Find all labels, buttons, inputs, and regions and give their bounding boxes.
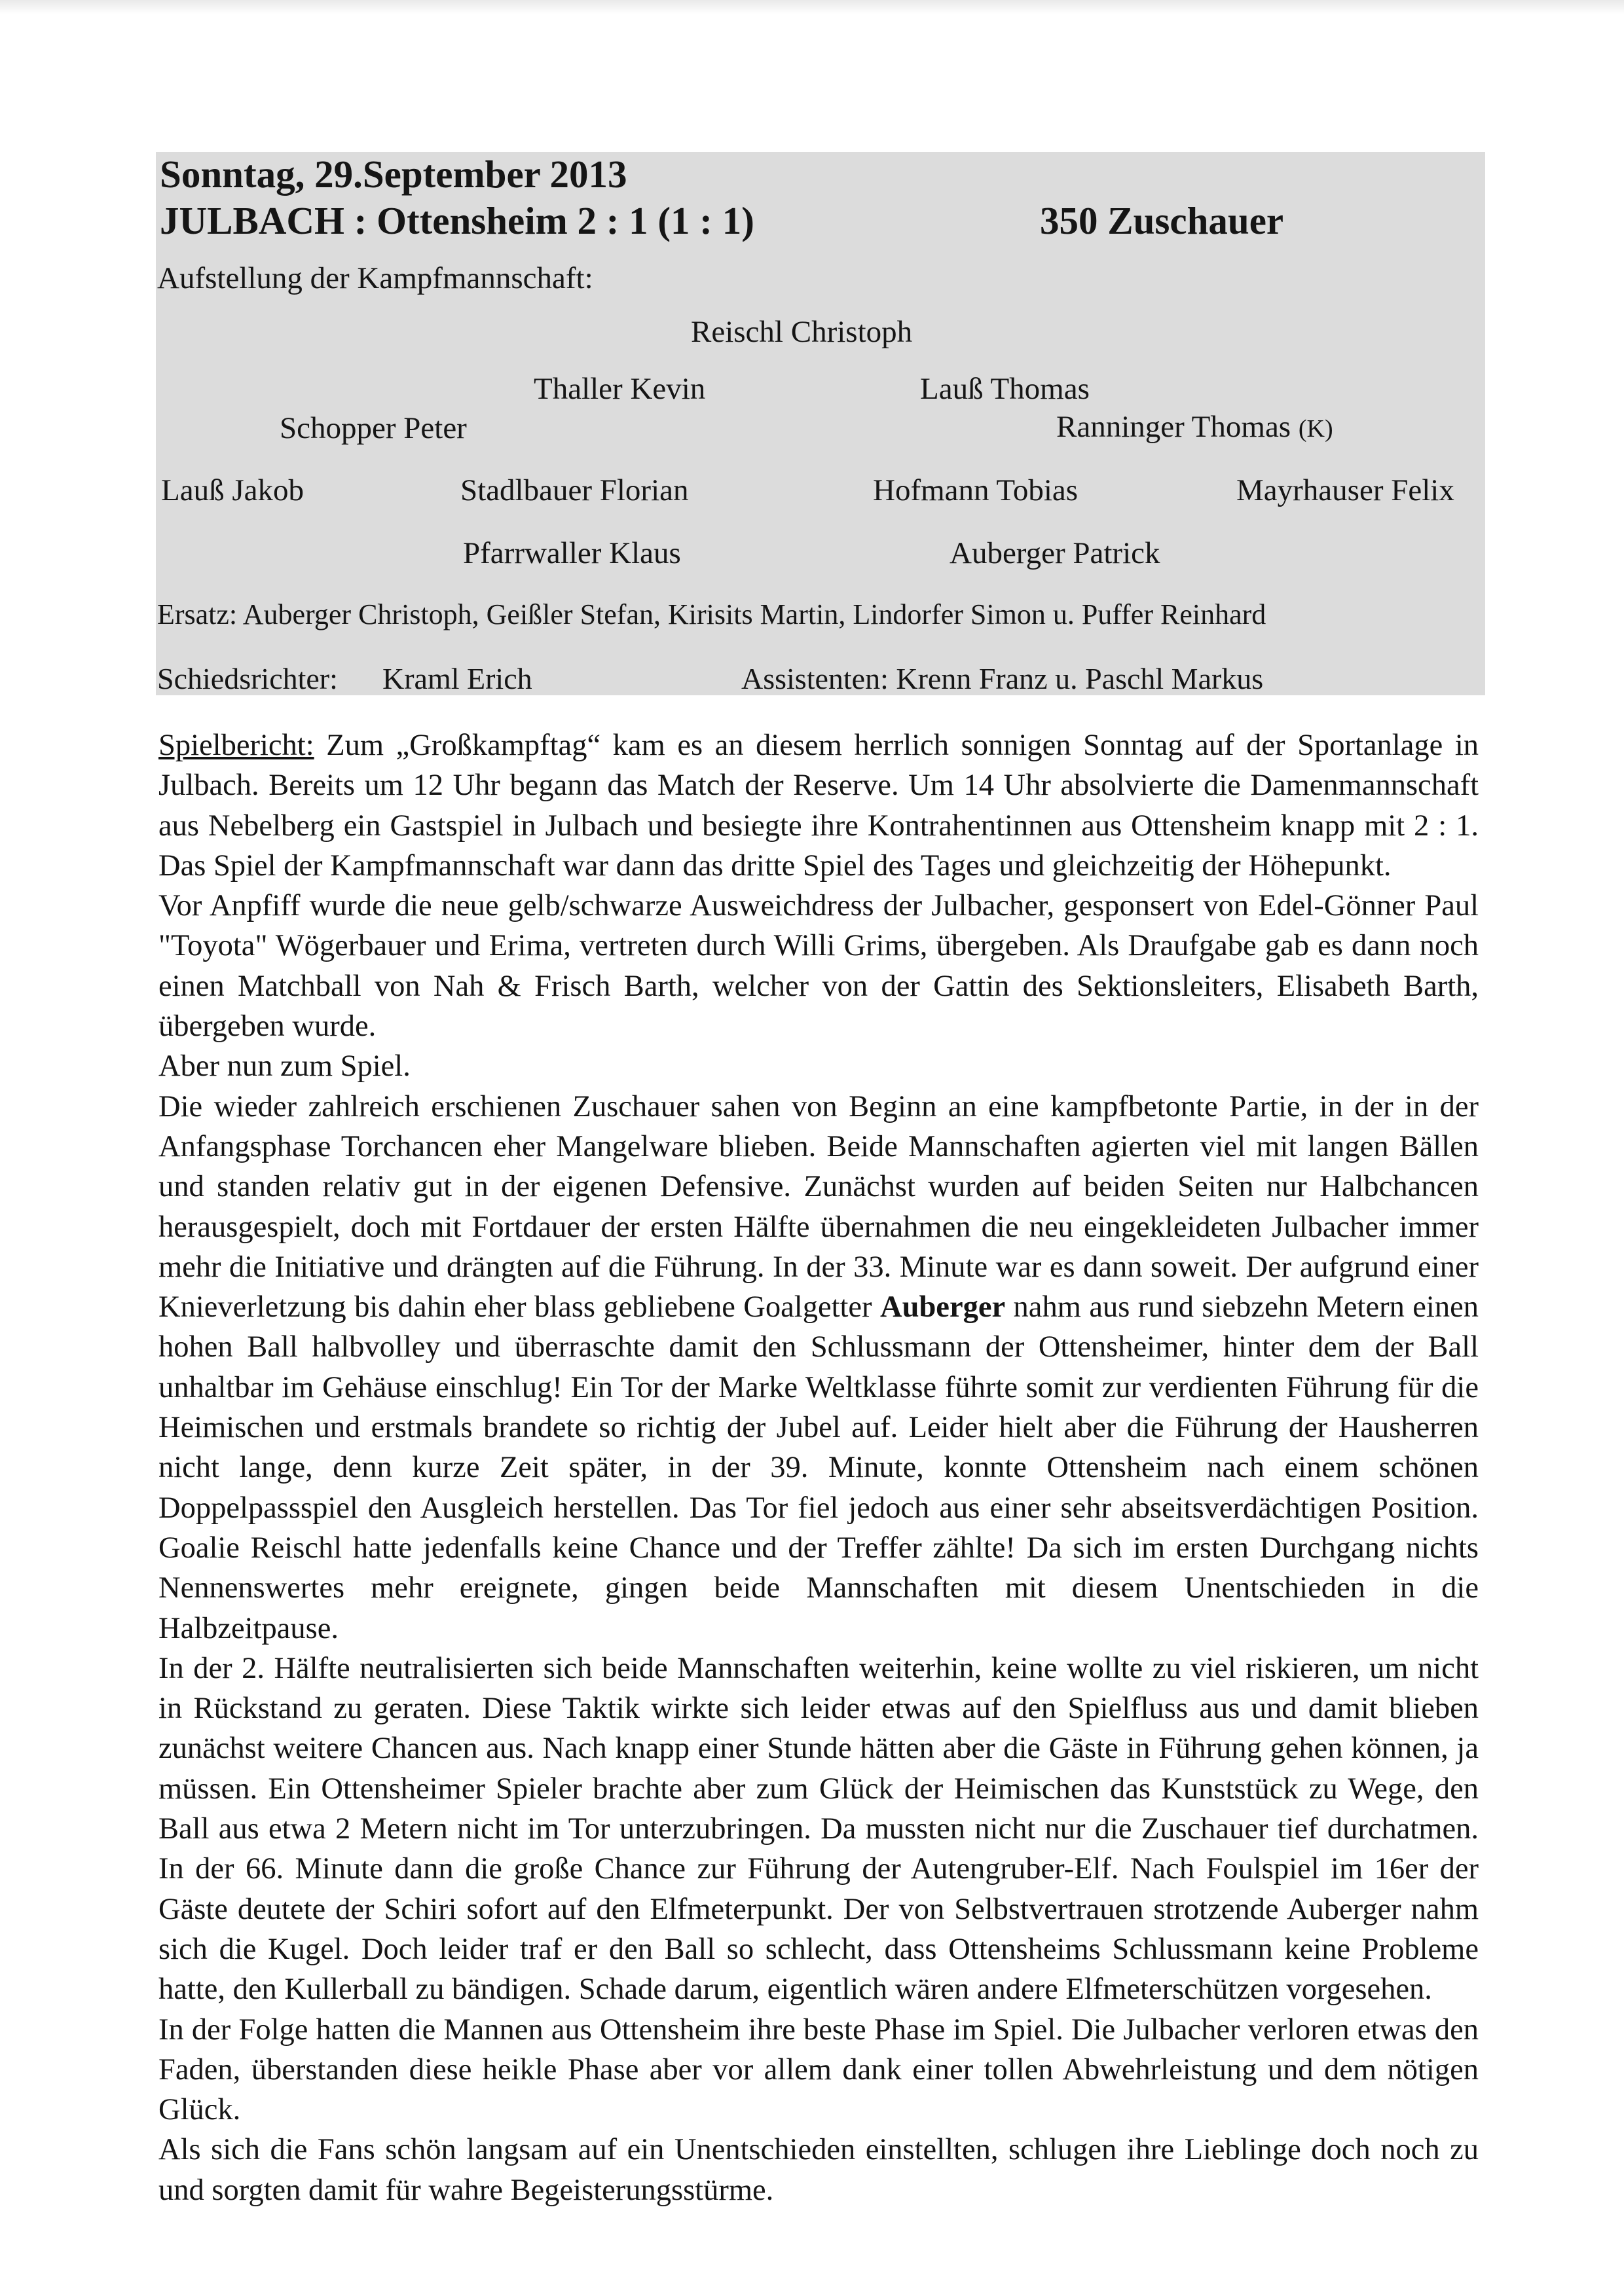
lineup-heading: Aufstellung der Kampfmannschaft:	[157, 261, 593, 295]
report-text: Zum „Großkampftag“ kam es an diesem herrlich sonnigen Sonntag auf der Sportanlage in Julbach. Bereits um 12 Uhr begann das Match der Reserve. Um 14 Uhr absolvierte die Damenmannschaft aus Nebelberg ein Gastspiel in Julbach und besiegte ihre Kontrahentinnen aus Ottensheim knapp mit 2 : 1. Das Spiel der Kampfmannschaft war dann das dritte Spiel des Tages und gleichzeitig der Höhepunkt.	[158, 729, 1479, 883]
player-ranninger	[1056, 409, 1333, 445]
report-text: nahm aus rund siebzehn Metern einen hohen Ball halbvolley und überraschte damit den Schlussmann der Ottensheimer, hinter dem der Ball unhaltbar im Gehäuse einschlug! Ein Tor der Marke Weltklasse führte somit zur verdienten Führung für die Heimischen und erstmals brandete so richtig der Jubel auf. Leider hielt aber die Führung der Hausherren nicht lange, denn kurze Zeit später, in der 39. Minute, konnte Ottensheim nach einem schönen Doppelpassspiel den Ausgleich herstellen. Das Tor fiel jedoch aus einer sehr abseitsverdächtigen Position. Goalie Reischl hatte jedenfalls keine Chance und der Treffer zählte! Da sich im ersten Durchgang nichts Nennenswertes mehr ereignete, gingen beide Mannschaften mit diesem Unentschieden in die Halbzeitpause.	[158, 1290, 1479, 1645]
spectator-count: 350 Zuschauer	[1040, 199, 1284, 242]
player-pfarrwaller: Pfarrwaller Klaus	[463, 536, 681, 570]
player-lauss-jakob: Lauß Jakob	[161, 473, 304, 507]
report-paragraph: In der Folge hatten die Mannen aus Ottensheim ihre beste Phase im Spiel. Die Julbacher verloren etwas den Faden, überstanden diese heikle Phase aber vor allem dank einer tollen Abwehrleistung und dem nötigen Glück.	[158, 2013, 1479, 2127]
report-paragraph: Aber nun zum Spiel.	[158, 1049, 411, 1084]
player-schopper: Schopper Peter	[280, 411, 467, 445]
scan-edge	[0, 0, 1624, 14]
player-mayrhauser: Mayrhauser Felix	[1236, 473, 1454, 507]
report-text: Die wieder zahlreich erschienen Zuschauer sahen von Beginn an eine kampfbetonte Partie, in der in der Anfangsphase Torchancen eher Mangelware blieben. Beide Mannschaften agierten viel mit langen Bällen und standen relativ gut in der eigenen Defensive. Zunächst wurden auf beiden Seiten nur Halbchancen herausgespielt, doch mit Fortdauer der ersten Hälfte übernahmen die neu eingekleideten Julbacher immer mehr die Initiative und drängten auf die Führung. In der 33. Minute war es dann soweit. Der aufgrund einer Knieverletzung bis dahin eher blass gebliebene Goalgetter	[158, 1089, 1479, 1324]
match-result: JULBACH : Ottensheim 2 : 1 (1 : 1)	[160, 199, 754, 242]
report-paragraph: Als sich die Fans schön langsam auf ein Unentschieden einstellten, schlugen ihre Lieblinge doch noch zu und sorgten damit für wahre Begeisterungsstürme.	[158, 2133, 1479, 2207]
report-paragraph: Vor Anpfiff wurde die neue gelb/schwarze Ausweichdress der Julbacher, gesponsert von Edel-Gönner Paul "Toyota" Wögerbauer und Erima, vertreten durch Willi Grims, übergeben. Als Draufgabe gab es dann noch einen Matchball von Nah & Frisch Barth, welcher von der Gattin des Sektionsleiters, Elisabeth Barth, übergeben wurde.	[158, 889, 1479, 1044]
report-paragraph	[158, 725, 1479, 886]
report-highlight: Auberger	[880, 1290, 1006, 1324]
report-paragraph	[158, 1087, 1479, 1649]
captain-mark: (K)	[1298, 415, 1333, 443]
player-goalkeeper: Reischl Christoph	[691, 315, 913, 349]
player-hofmann: Hofmann Tobias	[873, 473, 1079, 507]
player-lauss-thomas: Lauß Thomas	[920, 372, 1090, 406]
player-thaller: Thaller Kevin	[534, 372, 706, 406]
referee-name: Kraml Erich	[382, 662, 532, 695]
player-ranninger-name: Ranninger Thomas	[1056, 410, 1291, 444]
substitutes-line: Ersatz: Auberger Christoph, Geißler Stefan, Kirisits Martin, Lindorfer Simon u. Puffer Reinhard	[157, 598, 1266, 630]
report-paragraph: In der 2. Hälfte neutralisierten sich beide Mannschaften weiterhin, keine wollte zu viel riskieren, um nicht in Rückstand zu geraten. Diese Taktik wirkte sich leider etwas auf den Spielfluss aus und damit blieben zunächst weitere Chancen aus. Nach knapp einer Stunde hätten aber die Gäste in Führung gehen können, ja müssen. Ein Ottensheimer Spieler brachte aber zum Glück der Heimischen das Kunststück zu Wege, den Ball aus etwa 2 Metern nicht im Tor unterzubringen. Da mussten nicht nur die Zuschauer tief durchatmen. In der 66. Minute dann die große Chance zur Führung der Autengruber-Elf. Nach Foulspiel im 16er der Gäste deutete der Schiri sofort auf den Elfmeterpunkt. Der von Selbstvertrauen strotzende Auberger nahm sich die Kugel. Doch leider traf er den Ball so schlecht, dass Ottensheims Schlussmann keine Probleme hatte, den Kullerball zu bändigen. Schade darum, eigentlich wären andere Elfmeterschützen vorgesehen.	[158, 1651, 1479, 2007]
report-label: Spielbericht:	[158, 729, 314, 762]
referee-label: Schiedsrichter:	[157, 662, 338, 695]
assistant-referees: Assistenten: Krenn Franz u. Paschl Markus	[741, 662, 1264, 695]
player-stadlbauer: Stadlbauer Florian	[460, 473, 689, 507]
match-report	[158, 725, 1479, 2210]
player-auberger-patrick: Auberger Patrick	[950, 536, 1160, 570]
match-date: Sonntag, 29.September 2013	[160, 153, 627, 196]
